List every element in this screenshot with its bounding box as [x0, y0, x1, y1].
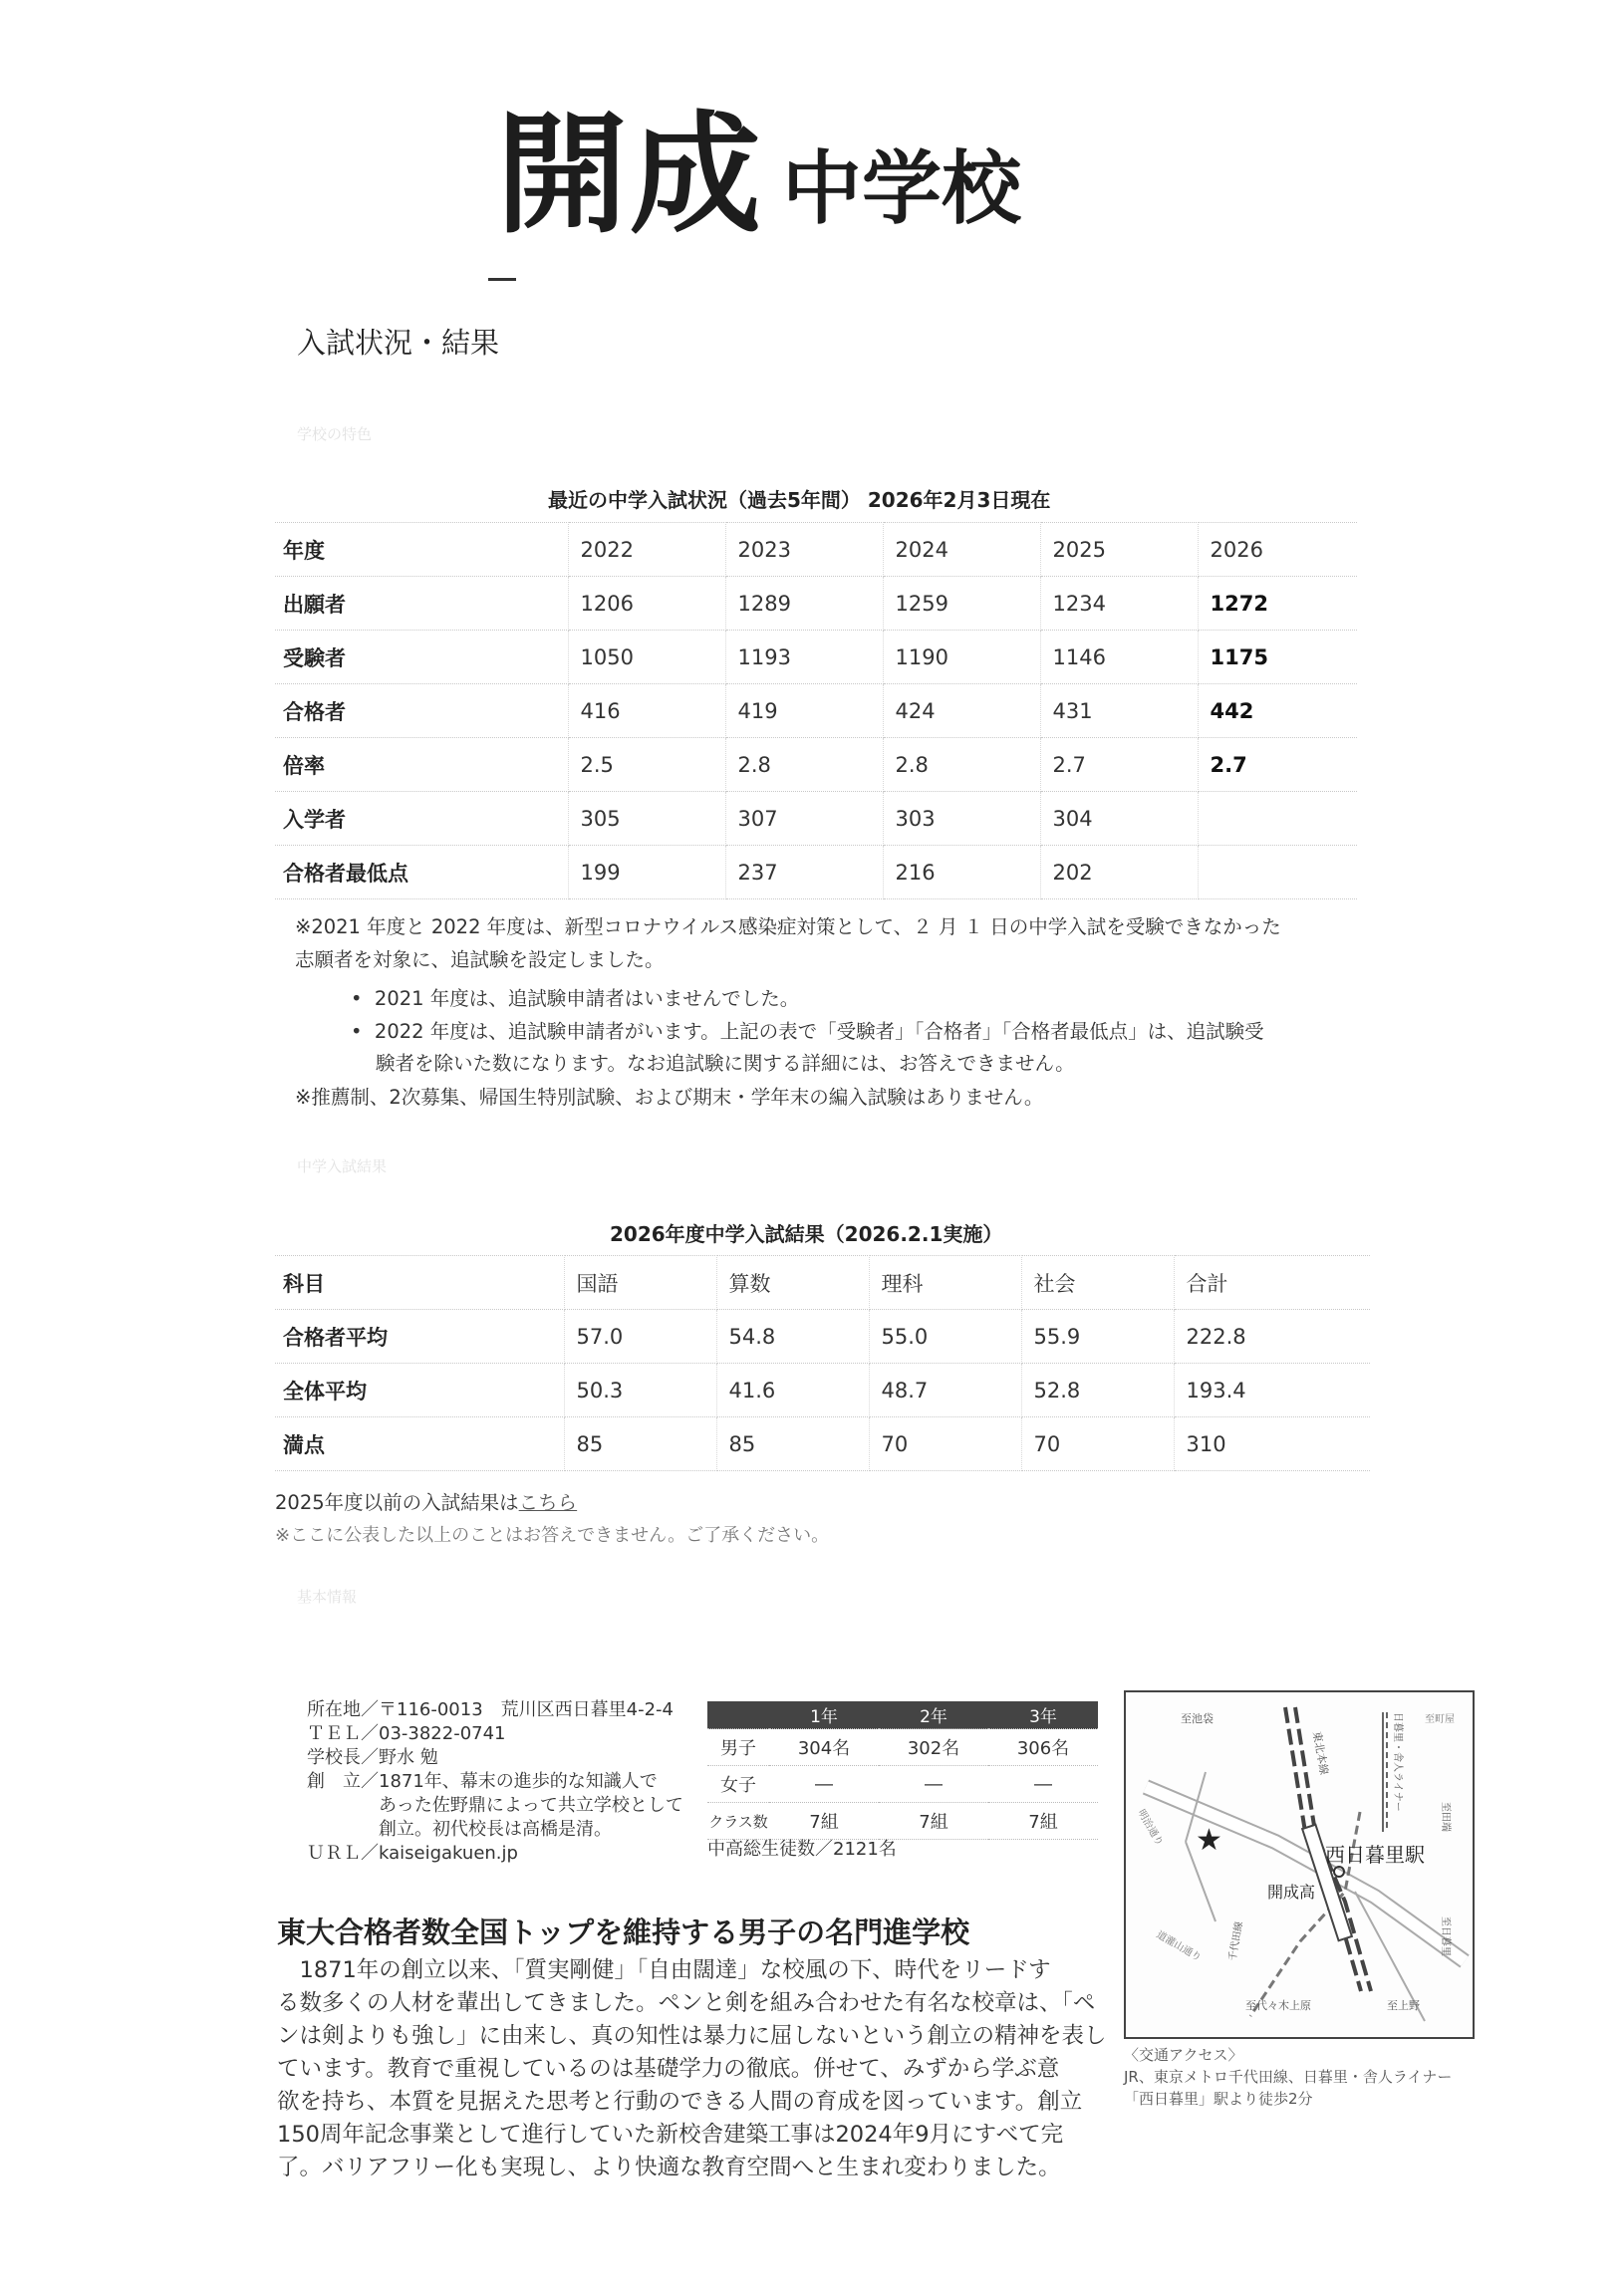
map-label: 至田端 [1440, 1802, 1451, 1832]
row-label: 男子 [707, 1729, 769, 1766]
info-address: 所在地／〒116-0013 荒川区西日暮里4-2-4 [307, 1699, 675, 1720]
table-cell: 52.8 [1021, 1364, 1174, 1417]
row-label: 倍率 [275, 738, 568, 792]
table-header-row [275, 523, 1357, 577]
table-cell: 50.3 [564, 1364, 716, 1417]
ghost-label: 中学入試結果 [297, 1157, 388, 1175]
table-row [275, 631, 1357, 684]
table-cell: 85 [716, 1417, 869, 1471]
table-cell: 307 [725, 792, 883, 846]
map-station-label: 西日暮里駅 [1325, 1843, 1425, 1867]
table-cell: 41.6 [716, 1364, 869, 1417]
table-header-row [707, 1701, 1098, 1729]
table-cell: ― [769, 1766, 879, 1803]
grade-header: 2年 [879, 1701, 988, 1729]
table-header-label: 年度 [275, 523, 568, 577]
table-header-label [707, 1701, 769, 1729]
table-cell: 305 [568, 792, 725, 846]
table-cell: 419 [725, 684, 883, 738]
map-label: 道灌山通り [1154, 1929, 1204, 1964]
table-cell: 48.7 [869, 1364, 1021, 1417]
access-line: 「西日暮里」駅より徒歩2分 [1124, 2090, 1313, 2108]
table-header-label: 科目 [275, 1256, 564, 1310]
map-label: 至日暮里 [1440, 1916, 1451, 1956]
divider [488, 278, 516, 281]
subject-header: 国語 [564, 1256, 716, 1310]
bullet-text: 2022 年度は、追試験申請者がいます。上記の表で「受験者」「合格者」「合格者最低点」は、追試験受 [374, 1020, 1264, 1043]
table-cell: 55.9 [1021, 1310, 1174, 1364]
table-cell: 85 [564, 1417, 716, 1471]
table-cell: 1193 [725, 631, 883, 684]
table-row [275, 577, 1357, 631]
table-row [275, 738, 1357, 792]
feature-heading: 東大合格者数全国トップを維持する男子の名門進学校 [277, 1915, 970, 1949]
school-name: 開成 [496, 99, 763, 252]
table-cell: 424 [883, 684, 1040, 738]
row-label: 合格者 [275, 684, 568, 738]
table-cell: 199 [568, 846, 725, 899]
table-header-row [275, 1256, 1370, 1310]
table-cell: 304名 [769, 1729, 879, 1766]
map-label: 至池袋 [1181, 1712, 1214, 1725]
table-cell: 1050 [568, 631, 725, 684]
table-cell: 1190 [883, 631, 1040, 684]
ghost-label: 基本情報 [297, 1588, 358, 1606]
table-cell: 302名 [879, 1729, 988, 1766]
table-cell: 7組 [988, 1803, 1098, 1840]
map-label: 明治通り [1135, 1808, 1165, 1849]
year-header: 2022 [568, 523, 725, 577]
table-row [707, 1729, 1098, 1766]
table-cell: 1175 [1198, 631, 1357, 684]
table-cell [1198, 792, 1357, 846]
row-label: 女子 [707, 1766, 769, 1803]
table-cell: 1272 [1198, 577, 1357, 631]
past-results-text: 2025年度以前の入試結果は [275, 1491, 519, 1514]
map-label: 至町屋 [1425, 1714, 1455, 1725]
subject-header: 社会 [1021, 1256, 1174, 1310]
year-header: 2025 [1040, 523, 1198, 577]
table-cell: 237 [725, 846, 883, 899]
results-table [275, 1255, 1370, 1471]
feature-line: 了。バリアフリー化も実現し、より快適な教育空間へと生まれ変わりました。 [277, 2155, 1061, 2180]
table-cell: 442 [1198, 684, 1357, 738]
subject-header: 理科 [869, 1256, 1021, 1310]
map-label: 日暮里・舎人ライナー [1392, 1712, 1403, 1812]
table-row [275, 792, 1357, 846]
table-cell: 57.0 [564, 1310, 716, 1364]
table-cell: 222.8 [1174, 1310, 1370, 1364]
table-row [275, 684, 1357, 738]
table-cell: 55.0 [869, 1310, 1021, 1364]
feature-line: 150周年記念事業として進行していた新校舎建築工事は2024年9月にすべて完 [277, 2122, 1064, 2148]
bullet-text: 2021 年度は、追試験申請者はいませんでした。 [374, 987, 800, 1010]
map-school-label: 開成高 [1267, 1883, 1316, 1902]
table-row [707, 1803, 1098, 1840]
note: ※2021 年度と 2022 年度は、新型コロナウイルス感染症対策として、２ 月 １ 日の中学入試を受験できなかった [295, 915, 1281, 938]
table-cell: ― [879, 1766, 988, 1803]
row-label: 受験者 [275, 631, 568, 684]
bullet-item: • 2022 年度は、追試験申請者がいます。上記の表で「受験者」「合格者」「合格者最低点」は、追試験受 [351, 1020, 1264, 1043]
year-header: 2023 [725, 523, 883, 577]
table-cell: 2.7 [1040, 738, 1198, 792]
school-star-icon: ★ [1196, 1823, 1222, 1858]
access-map [1124, 1690, 1475, 2039]
table-cell: 310 [1174, 1417, 1370, 1471]
info-url: ＵＲＬ／kaiseigakuen.jp [307, 1843, 518, 1864]
map-label: 東北本線 [1310, 1730, 1331, 1776]
bullet-text: 験者を除いた数になります。なお追試験に関する詳細には、お答えできません。 [376, 1052, 1075, 1075]
access-title: 〈交通アクセス〉 [1124, 2046, 1243, 2064]
past-results [275, 1487, 577, 1519]
table-row [275, 1310, 1370, 1364]
map-label: 至上野 [1387, 1999, 1420, 2012]
year-header: 2026 [1198, 523, 1357, 577]
access-line: JR、東京メトロ千代田線、日暮里・舎人ライナー [1124, 2068, 1453, 2086]
table-cell: 2.5 [568, 738, 725, 792]
table-cell: 202 [1040, 846, 1198, 899]
table-cell: 7組 [769, 1803, 879, 1840]
year-header: 2024 [883, 523, 1040, 577]
students-total: 中高総生徒数／2121名 [707, 1839, 897, 1860]
stats-table [275, 522, 1357, 899]
table-cell: 304 [1040, 792, 1198, 846]
table-cell: 1234 [1040, 577, 1198, 631]
table-cell: 2.8 [883, 738, 1040, 792]
students-table [707, 1701, 1098, 1840]
feature-line: 欲を持ち、本質を見据えた思考と行動のできる人間の育成を図っています。創立 [277, 2089, 1083, 2115]
info-founded: 創立。初代校長は高橋是清。 [379, 1819, 612, 1840]
stats-table-caption: 最近の中学入試状況（過去5年間） 2026年2月3日現在 [548, 488, 1051, 512]
table-cell: 2.7 [1198, 738, 1357, 792]
table-cell [1198, 846, 1357, 899]
table-row [275, 1364, 1370, 1417]
section-title: 入試状況・結果 [297, 326, 500, 360]
table-cell: 193.4 [1174, 1364, 1370, 1417]
results-table-caption: 2026年度中学入試結果（2026.2.1実施） [610, 1222, 1003, 1246]
info-founded: あった佐野鼎によって共立学校として [379, 1795, 683, 1816]
table-cell: 431 [1040, 684, 1198, 738]
school-type: 中学校 [782, 142, 1021, 235]
note: 志願者を対象に、追試験を設定しました。 [295, 948, 665, 971]
feature-line: る数多くの人材を輩出してきました。ペンと剣を組み合わせた有名な校章は、「ペ [277, 1990, 1096, 2016]
info-founded: 創 立／1871年、幕末の進歩的な知識人で [307, 1771, 658, 1792]
note: ※推薦制、2次募集、帰国生特別試験、および期末・学年末の編入試験はありません。 [295, 1086, 1044, 1109]
disclaimer: ※ここに公表した以上のことはお答えできません。ご了承ください。 [275, 1525, 830, 1546]
bullet-item: • 2021 年度は、追試験申請者はいませんでした。 [351, 987, 800, 1010]
table-cell: 54.8 [716, 1310, 869, 1364]
row-label: 合格者平均 [275, 1310, 564, 1364]
row-label: 出願者 [275, 577, 568, 631]
past-results-link[interactable]: こちら [518, 1491, 578, 1514]
table-cell: 1146 [1040, 631, 1198, 684]
subject-header: 合計 [1174, 1256, 1370, 1310]
map-graphic [1126, 1692, 1473, 2037]
subject-header: 算数 [716, 1256, 869, 1310]
table-cell: 2.8 [725, 738, 883, 792]
table-cell: 70 [1021, 1417, 1174, 1471]
table-cell: 1289 [725, 577, 883, 631]
table-row [707, 1766, 1098, 1803]
row-label: 満点 [275, 1417, 564, 1471]
table-cell: ― [988, 1766, 1098, 1803]
ghost-label: 学校の特色 [297, 425, 373, 443]
row-label: 合格者最低点 [275, 846, 568, 899]
map-label: 千代田線 [1227, 1920, 1245, 1962]
table-cell: 1206 [568, 577, 725, 631]
feature-line: 1871年の創立以来、「質実剛健」「自由闊達」な校風の下、時代をリードす [277, 1957, 1051, 1983]
row-label: 全体平均 [275, 1364, 564, 1417]
table-cell: 7組 [879, 1803, 988, 1840]
grade-header: 1年 [769, 1701, 879, 1729]
table-cell: 1259 [883, 577, 1040, 631]
feature-body [277, 1954, 1107, 2184]
map-label: 至代々木上原 [1245, 1999, 1311, 2012]
grade-header: 3年 [988, 1701, 1098, 1729]
table-row [275, 846, 1357, 899]
row-label: クラス数 [707, 1803, 769, 1840]
table-cell: 306名 [988, 1729, 1098, 1766]
table-cell: 70 [869, 1417, 1021, 1471]
info-tel: ＴＥＬ／03-3822-0741 [307, 1723, 506, 1744]
table-cell: 416 [568, 684, 725, 738]
info-principal: 学校長／野水 勉 [307, 1747, 438, 1768]
row-label: 入学者 [275, 792, 568, 846]
feature-line: ンは剣よりも強し」に由来し、真の知性は暴力に屈しないという創立の精神を表し [277, 2023, 1107, 2049]
table-cell: 303 [883, 792, 1040, 846]
feature-line: ています。教育で重視しているのは基礎学力の徹底。併せて、みずから学ぶ意 [277, 2056, 1060, 2082]
table-cell: 216 [883, 846, 1040, 899]
table-row [275, 1417, 1370, 1471]
